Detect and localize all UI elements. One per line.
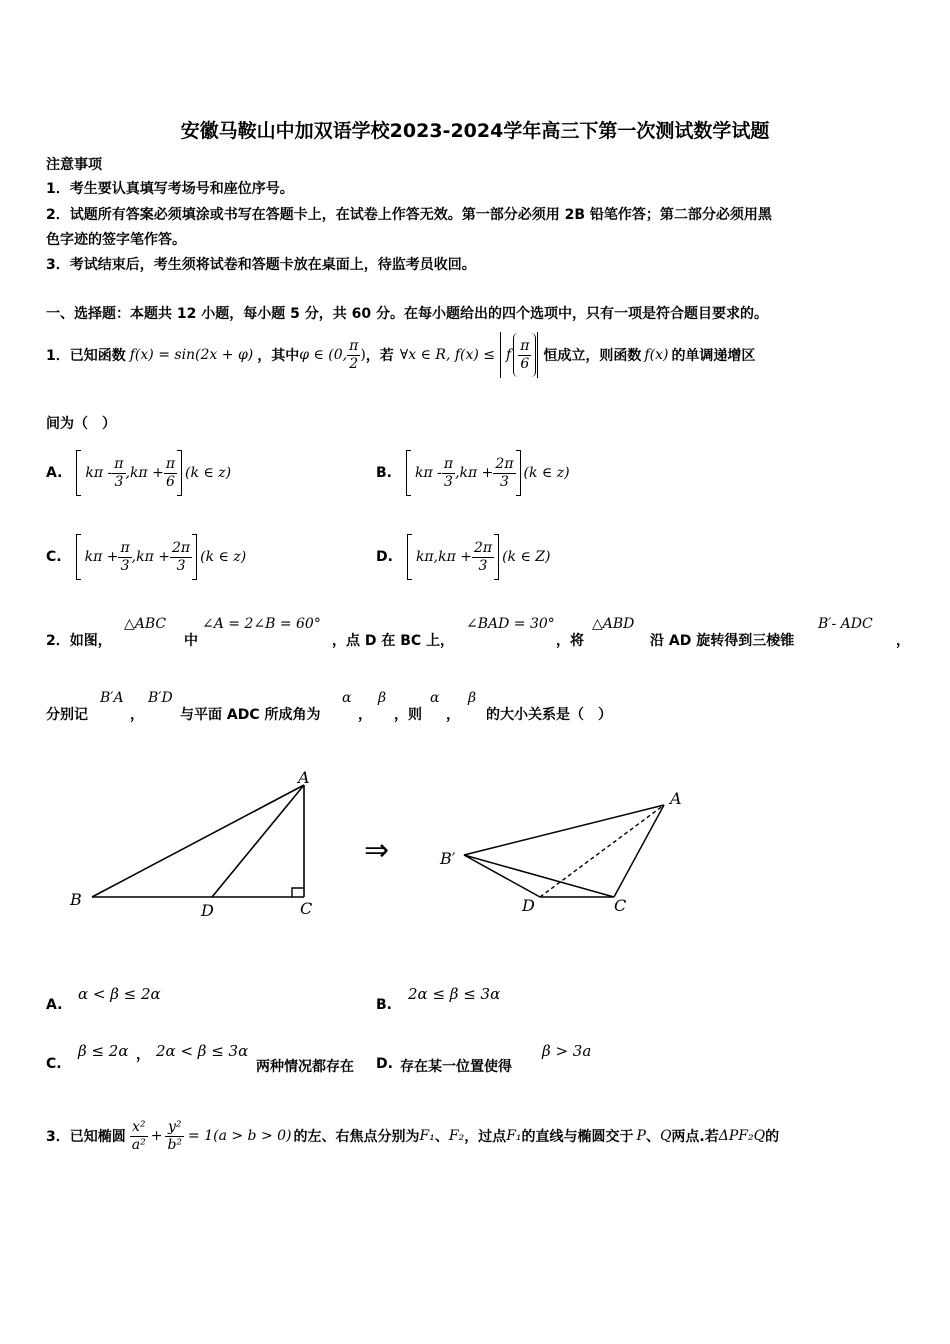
question-2-line2: 分别记 B′A ， B′D 与平面 ADC 所成角为 α ， β ，则 α ， β 的大小关系是（ ） (46, 690, 612, 723)
fraction-y2-b2: $\frac{\text{y²}}{\text{b²}}$ (167, 1118, 183, 1153)
q1-pi-over-6: $\frac{\pi}{6}$ (520, 337, 530, 372)
q2-angles: ∠A = 2∠B = 60° (202, 616, 321, 632)
point-label-c: C (300, 899, 313, 918)
notice-item: 色字迹的签字笔作答。 (46, 232, 186, 248)
figure-triangle-abc (60, 765, 330, 925)
q1-pi-over-2: $\frac{\pi}{2}$ (349, 337, 359, 372)
notice-item: 1．考生要认真填写考场号和座位序号。 (46, 181, 294, 197)
option-b[interactable]: B. 2α ≤ β ≤ 3α (376, 985, 501, 1013)
point-label-b-prime: B′ (440, 849, 456, 868)
q1-text: ，若 (365, 348, 394, 364)
notice-item: 2．试题所有答案必须填涂或书写在答题卡上，在试卷上作答无效。第一部分必须用 2B 铅笔作答；第二部分必须用黑 (46, 207, 772, 223)
option-a[interactable]: A. kπ - $\frac{\pi}{3}$ ,kπ + $\frac{\pi}{6}$ (k ∈ z) (46, 448, 231, 498)
q1-text: ，其中 (257, 348, 300, 364)
option-b[interactable]: B. kπ - $\frac{\pi}{3}$ ,kπ + $\frac{2\pi}{3}$ (k ∈ z) (376, 448, 570, 498)
question-2-stem: 2．如图， △ABC 中 ∠A = 2∠B = 60° ，点 D 在 BC 上， ∠BAD = 30° ，将 △ABD 沿 AD 旋转得到三棱锥 B′- ADC ， (46, 616, 910, 649)
q1-forall: ∀x ∈ R, f(x) ≤ (399, 347, 496, 363)
transform-arrow-icon: ⇒ (364, 833, 390, 868)
option-d[interactable]: D. 存在某一位置使得 β > 3a (376, 1042, 592, 1075)
option-d[interactable]: D. kπ,kπ + $\frac{2\pi}{3}$ (k ∈ Z) (376, 532, 550, 582)
point-label-a: A (298, 768, 310, 787)
q2-pyramid: B′- ADC (818, 616, 873, 632)
abs-bar (500, 332, 501, 378)
figure-pyramid (430, 780, 700, 925)
abs-bar (537, 332, 538, 378)
q2-bad: ∠BAD = 30° (466, 616, 555, 632)
q1-prefix: 1．已知函数 (46, 348, 126, 364)
notice-item: 3．考试结束后，考生须将试卷和答题卡放在桌面上，待监考员收回。 (46, 257, 476, 273)
point-label-d: D (522, 896, 535, 915)
notice-heading: 注意事项 (46, 157, 102, 173)
q1-text: 的单调递增区 (671, 348, 756, 364)
page-title: 安徽马鞍山中加双语学校2023-2024学年高三下第一次测试数学试题 (180, 120, 770, 142)
fraction-x2-a2: $\frac{\text{x²}}{\text{a²}}$ (131, 1118, 146, 1153)
point-label-b: B (70, 890, 82, 909)
point-label-a: A (670, 789, 682, 808)
point-label-d: D (201, 901, 214, 920)
q1-text: 恒成立，则函数 (543, 348, 642, 364)
q2-abd: △ABD (592, 616, 635, 632)
option-c[interactable]: C. kπ + $\frac{\pi}{3}$ ,kπ + $\frac{2\pi}{3}$ (k ∈ z) (46, 532, 246, 582)
paren (531, 333, 536, 377)
q1-phi-condition: φ ∈ (0, (299, 347, 348, 363)
question-3-stem: 3．已知椭圆 $\frac{\text{x²}}{\text{a²}}$ + $\frac{\text{y²}}{\text{b²}}$ = 1(a > b > 0) 的左、右焦点分别为 F₁ 、 F₂ ，过点 F₁ 的直线与椭圆交于 P 、 Q 两点.若 ΔPF₂Q 的 (46, 1118, 780, 1153)
q2-triangle: △ABC (124, 616, 167, 632)
option-c[interactable]: C. β ≤ 2α ， 2α < β ≤ 3α 两种情况都存在 (46, 1042, 354, 1075)
option-a[interactable]: A. α < β ≤ 2α (46, 985, 161, 1013)
section-heading: 一、选择题：本题共 12 小题，每小题 5 分，共 60 分。在每小题给出的四个选项中，只有一项是符合题目要求的。 (46, 306, 768, 322)
question-1-stem: 1．已知函数 f(x) = sin(2x + φ) ，其中 φ ∈ (0, $\frac{\pi}{2}$ ) ，若 ∀x ∈ R, f(x) ≤ f $\frac{\pi}{6}$ 恒成立，则函数 f(x) 的单调递增区 (46, 330, 755, 380)
point-label-c: C (614, 896, 627, 915)
q3-equation: = 1(a > b > 0) (188, 1128, 292, 1144)
q1-line2: 间为（ ） (46, 416, 116, 432)
q1-function: f(x) = sin(2x + φ) (129, 347, 254, 363)
